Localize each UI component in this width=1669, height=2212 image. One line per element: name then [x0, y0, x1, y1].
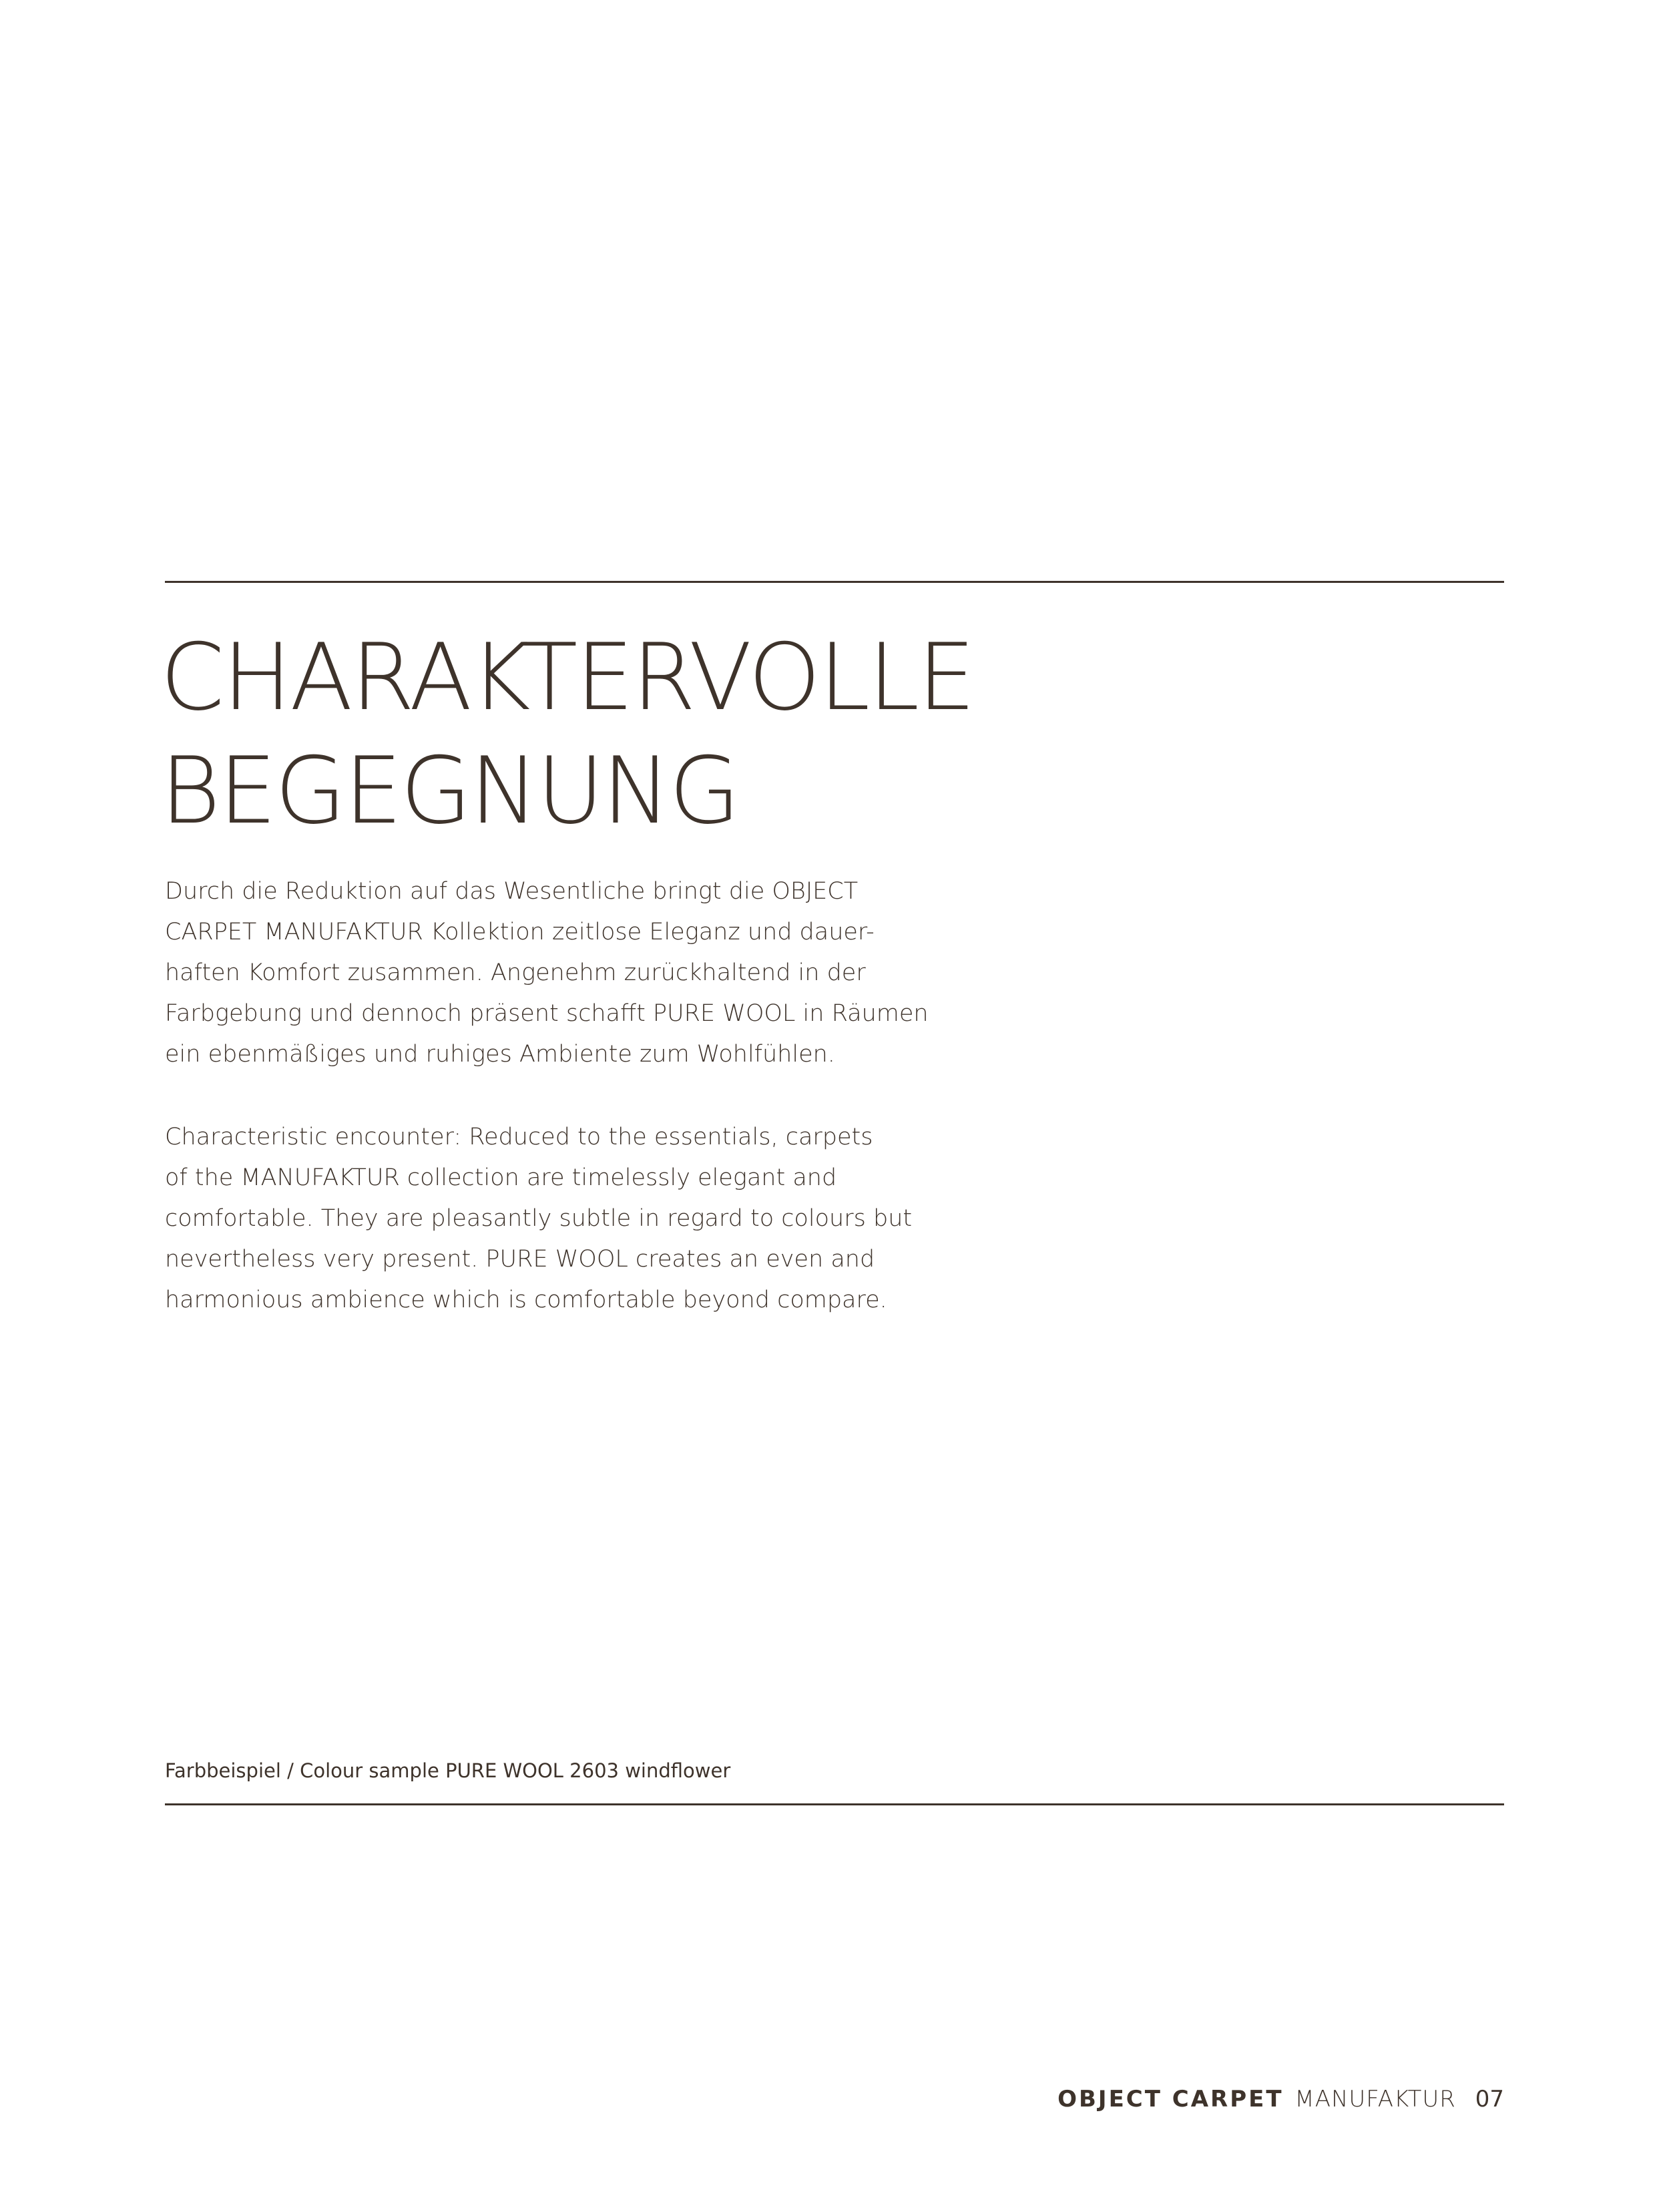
- paragraph-line: Characteristic encounter: Reduced to the essentials, carpets: [165, 1124, 873, 1150]
- paragraph-line: Farbgebung und dennoch präsent schafft PURE WOOL in Räumen: [165, 1000, 929, 1027]
- paragraph-line: comfortable. They are pleasantly subtle in regard to colours but: [165, 1205, 913, 1232]
- german-paragraph: [165, 871, 929, 1075]
- page-title: [160, 621, 973, 848]
- collection-name: MANUFAKTUR: [1294, 2086, 1456, 2113]
- page-footer: [1057, 2084, 1504, 2114]
- paragraph-line: ein ebenmäßiges und ruhiges Ambiente zum Wohlfühlen.: [165, 1041, 835, 1068]
- brand-name: OBJECT CARPET: [1057, 2086, 1284, 2113]
- bottom-divider: [165, 1803, 1504, 1805]
- english-paragraph: [165, 1117, 912, 1321]
- paragraph-line: haften Komfort zusammen. Angenehm zurückhaltend in der: [165, 959, 866, 986]
- paragraph-line: nevertheless very present. PURE WOOL creates an even and: [165, 1246, 875, 1273]
- paragraph-line: CARPET MANUFAKTUR Kollektion zeitlose Eleganz und dauer-: [165, 919, 875, 945]
- top-divider: [165, 581, 1504, 583]
- paragraph-line: of the MANUFAKTUR collection are timelessly elegant and: [165, 1164, 837, 1191]
- colour-sample-caption: Farbbeispiel / Colour sample PURE WOOL 2603 windflower: [165, 1759, 731, 1782]
- paragraph-line: harmonious ambience which is comfortable beyond compare.: [165, 1287, 887, 1313]
- page-number: 07: [1475, 2086, 1504, 2113]
- title-line-1: CHARAKTERVOLLE: [160, 624, 974, 731]
- title-line-2: BEGEGNUNG: [160, 737, 739, 845]
- paragraph-line: Durch die Reduktion auf das Wesentliche bringt die OBJECT: [165, 878, 859, 905]
